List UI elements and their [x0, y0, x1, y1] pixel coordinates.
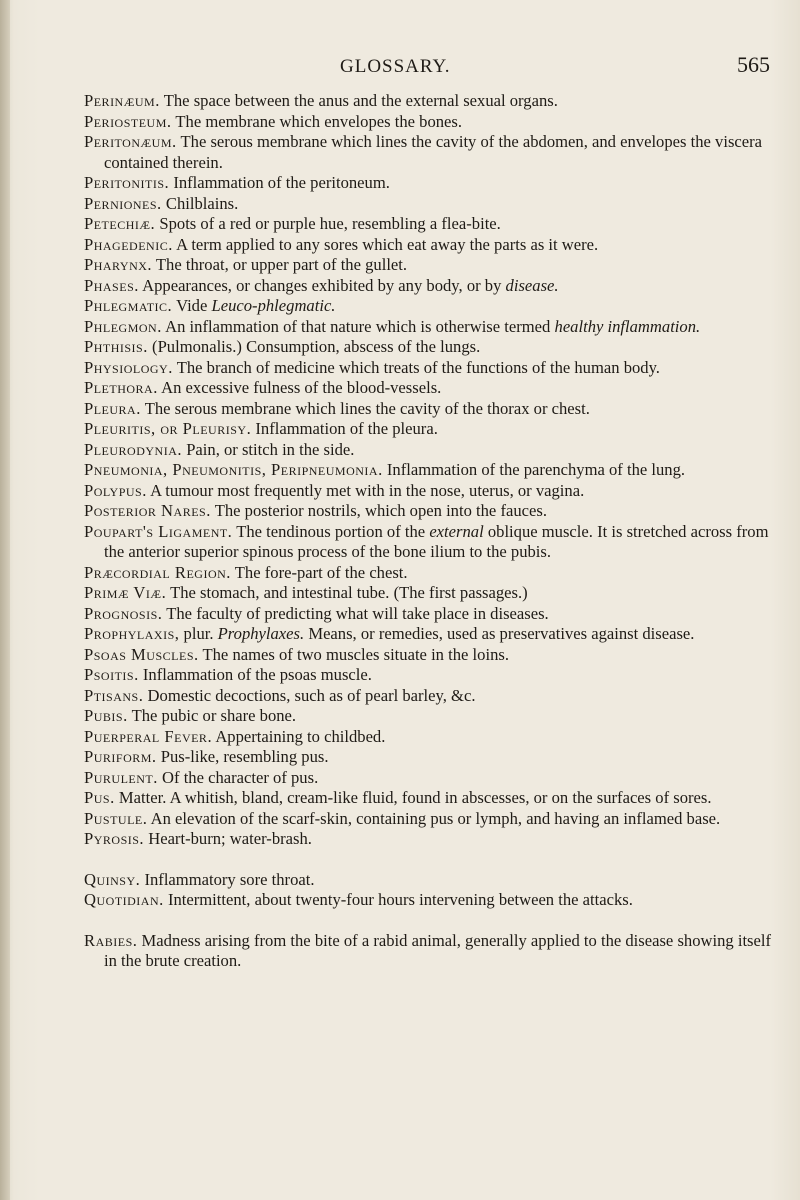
glossary-entry	[84, 522, 774, 563]
entry-term: Phlegmon.	[84, 316, 162, 336]
entry-term: Pleura.	[84, 398, 141, 418]
entry-term: Quinsy.	[84, 869, 141, 889]
entry-term: Quotidian.	[84, 890, 164, 909]
glossary-entry	[84, 296, 774, 317]
entry-term: Posterior Nares.	[84, 501, 211, 520]
glossary-entry	[84, 768, 774, 789]
entry-term: Physiology.	[84, 357, 173, 377]
entry-term: Pus.	[84, 788, 115, 807]
entry-definition: The throat, or upper part of the gullet.	[155, 255, 408, 274]
glossary-entry	[84, 173, 774, 194]
entry-definition-italic: healthy inflammation.	[554, 316, 701, 336]
entry-definition: Matter. A whitish, bland, cream-like fluid, found in abscesses, or on the surfaces of sores.	[118, 788, 712, 807]
entry-definition-continued: Means, or remedies, used as preservatives against disease.	[308, 624, 695, 643]
glossary-entry	[84, 378, 774, 399]
glossary-entry	[84, 214, 774, 235]
glossary-entry	[84, 460, 774, 481]
entry-term: Primæ Viæ.	[84, 583, 167, 602]
glossary-entry	[84, 624, 774, 645]
glossary-entry	[84, 931, 774, 972]
entry-definition: plur.	[183, 624, 214, 643]
glossary-entry	[84, 890, 774, 911]
glossary-entry	[84, 706, 774, 727]
entry-definition: The posterior nostrils, which open into the fauces.	[214, 501, 547, 520]
glossary-entry	[84, 194, 774, 215]
entry-definition-italic: Leuco-phlegmatic.	[211, 296, 336, 315]
entry-term: Peritonitis.	[84, 173, 170, 192]
entry-definition: An inflammation of that nature which is otherwise termed	[165, 316, 551, 336]
entry-definition: Inflammatory sore throat.	[144, 869, 315, 889]
entry-definition: Pain, or stitch in the side.	[186, 439, 355, 459]
entry-definition: A term applied to any sores which eat away the parts as it were.	[176, 234, 599, 254]
entry-term: Purulent.	[84, 767, 158, 787]
glossary-entry	[84, 132, 774, 173]
entry-term: Pneumonia, Pneumonitis, Peripneumonia.	[84, 460, 383, 479]
glossary-entry	[84, 665, 774, 686]
glossary-entry	[84, 501, 774, 522]
entry-term: Peritonæum.	[84, 132, 177, 151]
entry-definition: Madness arising from the bite of a rabid animal, generally applied to the disease showing itself in the brute creation.	[104, 930, 772, 970]
entry-term: Perinæum.	[84, 91, 160, 110]
entry-term: Prognosis.	[84, 603, 163, 623]
entry-definition: The branch of medicine which treats of the functions of the human body.	[176, 357, 660, 377]
page-header	[40, 52, 770, 82]
entry-definition: The fore-part of the chest.	[234, 562, 408, 582]
entry-term: Pyrosis.	[84, 829, 145, 848]
entry-definition: Inflammation of the pleura.	[255, 419, 438, 438]
entry-term: Psoitis.	[84, 665, 139, 684]
entry-definition: The membrane which envelopes the bones.	[175, 111, 463, 131]
entry-term: Phases.	[84, 275, 139, 295]
glossary-entry	[84, 399, 774, 420]
entry-definition: A tumour most frequently met with in the nose, uterus, or vagina.	[150, 480, 585, 500]
entry-definition: Of the character of pus.	[162, 767, 319, 787]
entry-term: Petechiæ.	[84, 214, 156, 233]
entry-term: Poupart's Ligament.	[84, 521, 233, 541]
glossary-entry	[84, 829, 774, 850]
entry-term: Polypus.	[84, 480, 147, 500]
entry-definition: Chilblains.	[165, 193, 239, 213]
entry-definition: The serous membrane which lines the cavity of the thorax or chest.	[144, 398, 590, 418]
entry-term: Phagedenic.	[84, 234, 173, 254]
entry-term: Pleurodynia.	[84, 439, 183, 459]
entry-definition: The names of two muscles situate in the loins.	[202, 644, 509, 664]
glossary-entry	[84, 788, 774, 809]
glossary-entry	[84, 809, 774, 830]
running-title: GLOSSARY.	[340, 56, 451, 77]
glossary-entry	[84, 747, 774, 768]
glossary-entry	[84, 440, 774, 461]
entry-definition: The space between the anus and the external sexual organs.	[163, 91, 558, 110]
entry-definition: Inflammation of the peritoneum.	[173, 173, 390, 192]
glossary-entry	[84, 870, 774, 891]
entry-definition: Spots of a red or purple hue, resembling a flea-bite.	[159, 214, 501, 233]
entry-definition: The stomach, and intestinal tube. (The first passages.)	[170, 583, 528, 602]
book-gutter	[0, 0, 10, 1200]
glossary-entry	[84, 358, 774, 379]
glossary-entry	[84, 481, 774, 502]
glossary-entry	[84, 645, 774, 666]
glossary-entry	[84, 112, 774, 133]
entry-definition: The pubic or share bone.	[131, 706, 297, 725]
entry-definition: An excessive fulness of the blood-vessels.	[161, 378, 442, 397]
entry-term: Plethora.	[84, 378, 158, 397]
entry-definition: Inflammation of the parenchyma of the lung.	[386, 460, 686, 479]
entry-term: Præcordial Region.	[84, 562, 231, 582]
entry-definition-italic: external	[429, 521, 484, 541]
entry-definition-italic: disease.	[505, 275, 559, 295]
entry-term: Pleuritis, or Pleurisy.	[84, 419, 252, 438]
entry-term: Perniones.	[84, 193, 162, 213]
glossary-entry	[84, 686, 774, 707]
entry-definition: (Pulmonalis.) Consumption, abscess of the lungs.	[152, 337, 481, 356]
entry-definition: Appearances, or changes exhibited by any body, or by	[142, 275, 502, 295]
entry-definition: Heart-burn; water-brash.	[148, 829, 312, 848]
glossary-entry	[84, 563, 774, 584]
page-number: 565	[737, 52, 770, 77]
entry-definition: Vide	[176, 296, 208, 315]
entry-definition: An elevation of the scarf-skin, containing pus or lymph, and having an inflamed base.	[150, 808, 721, 828]
entry-definition: Domestic decoctions, such as of pearl barley, &c.	[147, 685, 476, 705]
glossary-entry	[84, 255, 774, 276]
glossary-entry	[84, 235, 774, 256]
glossary-entry	[84, 337, 774, 358]
entry-term: Psoas Muscles.	[84, 644, 199, 664]
entry-term: Periosteum.	[84, 111, 172, 131]
entry-definition: Intermittent, about twenty-four hours intervening between the attacks.	[167, 890, 633, 909]
glossary-entry	[84, 583, 774, 604]
glossary-entry	[84, 91, 774, 112]
glossary-entry	[84, 419, 774, 440]
entry-definition-continued: oblique muscle. It is stretched across from the anterior superior spinous process of the bone ilium to the pubis.	[104, 521, 769, 561]
entry-definition-italic: Prophylaxes.	[217, 624, 305, 643]
entry-definition: The tendinous portion of the	[236, 521, 426, 541]
entry-term: Pharynx.	[84, 255, 153, 274]
entry-term: Phthisis.	[84, 337, 148, 356]
entry-definition: The faculty of predicting what will take place in diseases.	[166, 603, 549, 623]
entry-definition: Appertaining to childbed.	[215, 726, 386, 746]
entry-term: Rabies.	[84, 930, 138, 950]
entry-term: Pustule.	[84, 808, 148, 828]
entry-term: Puriform.	[84, 747, 157, 766]
glossary-entry	[84, 727, 774, 748]
glossary-entry	[84, 317, 774, 338]
entry-definition: Pus-like, resembling pus.	[160, 747, 329, 766]
entry-term: Prophylaxis,	[84, 624, 180, 643]
entry-definition: Inflammation of the psoas muscle.	[142, 665, 372, 684]
glossary-entry	[84, 604, 774, 625]
glossary-entries	[84, 91, 774, 972]
entry-term: Pubis.	[84, 706, 128, 725]
entry-term: Phlegmatic.	[84, 296, 173, 315]
entry-definition: The serous membrane which lines the cavity of the abdomen, and envelopes the viscera contained therein.	[104, 132, 763, 172]
entry-term: Puerperal Fever.	[84, 726, 213, 746]
glossary-entry	[84, 276, 774, 297]
entry-term: Ptisans.	[84, 685, 144, 705]
